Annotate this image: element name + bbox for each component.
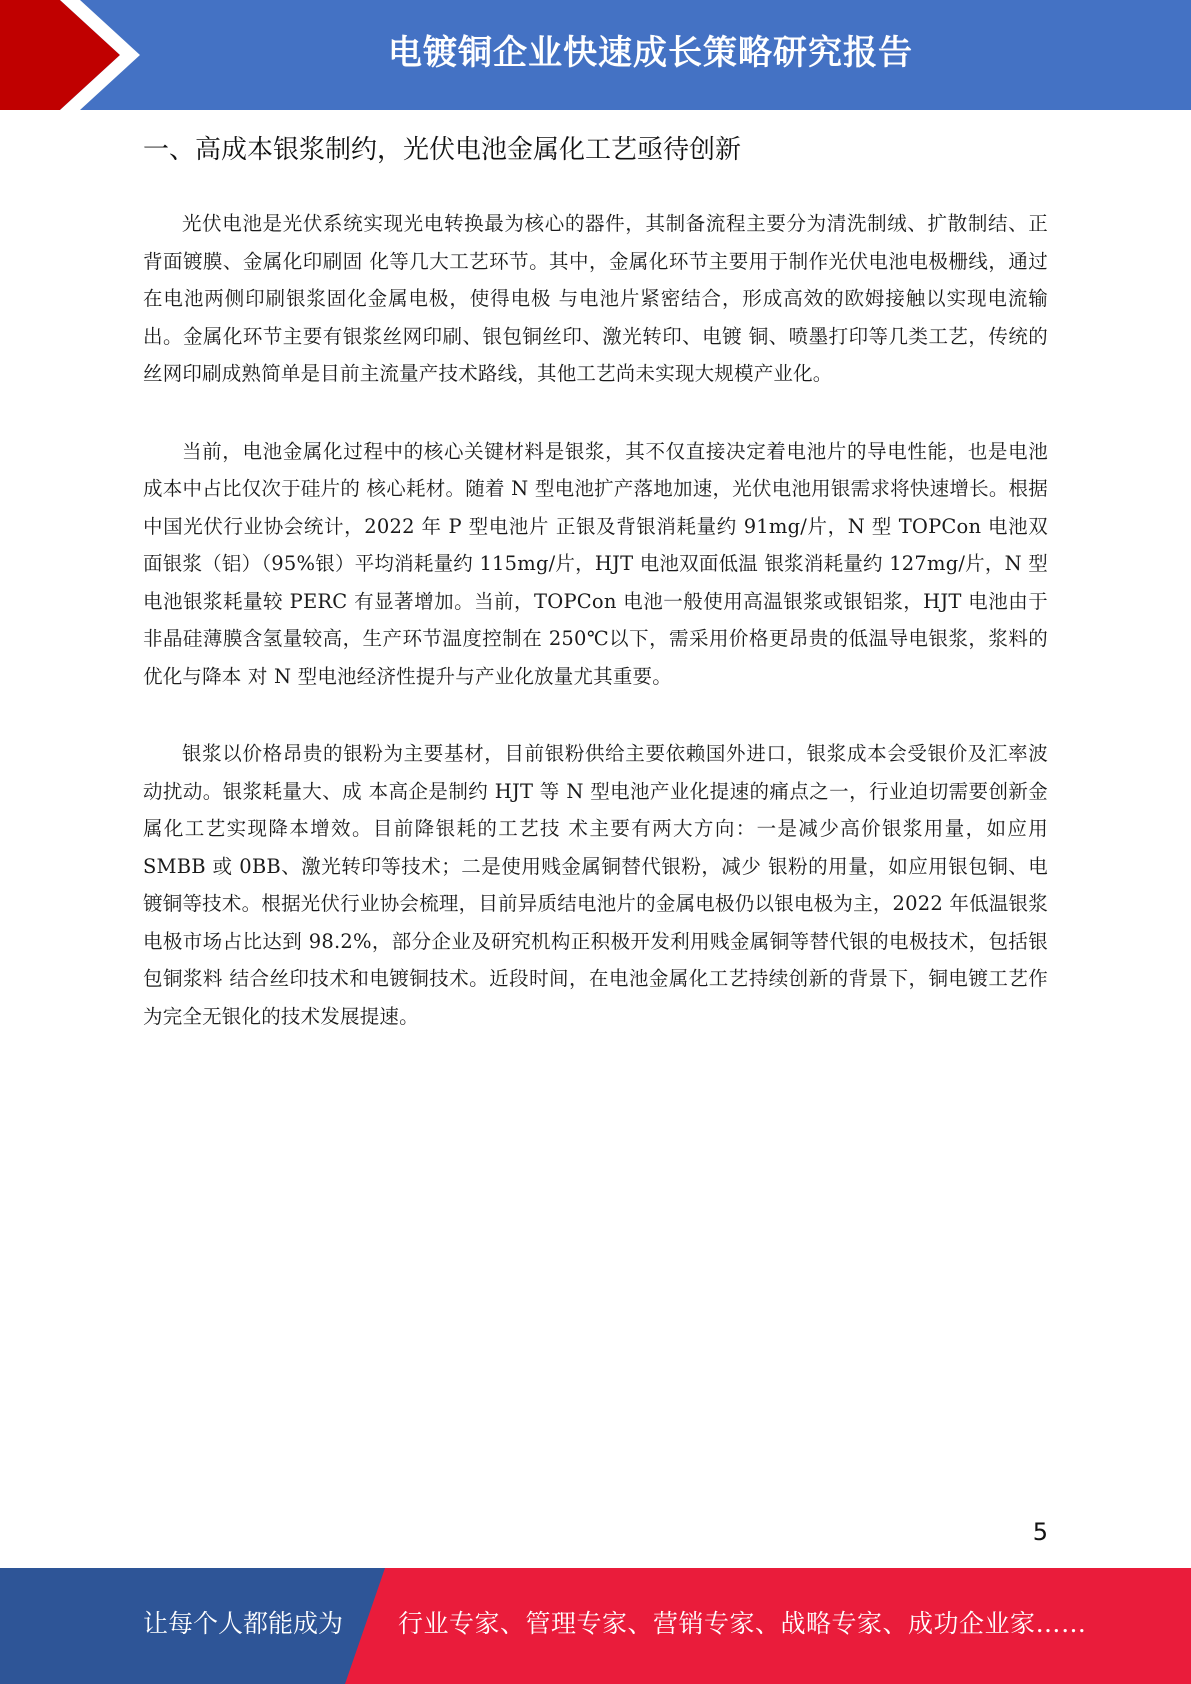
page-number: 5 xyxy=(1032,1518,1048,1546)
footer-slogan-left: 让每个人都能成为 xyxy=(143,1609,344,1638)
footer-banner xyxy=(0,1568,1191,1684)
report-title: 电镀铜企业快速成长策略研究报告 xyxy=(388,33,913,73)
paragraph-2: 当前，电池金属化过程中的核心关键材料是银浆，其不仅直接决定着电池片的导电性能，也是电池成本中占比仅次于硅片的 核心耗材。随着 N 型电池扩产落地加速，光伏电池用银需求将快速增长。根据中国光伏行业协会统计，2022 年 P 型电池片 正银及背银消耗量约 91mg/片，N 型 TOPCon 电池双面银浆（铝）（95%银）平均消耗量约 115mg/片，HJT 电池双面低温 银浆消耗量约 127mg/片，N 型电池银浆耗量较 PERC 有显著增加。当前，TOPCon 电池一般使用高温银浆或银铝浆，HJT 电池由于非晶硅薄膜含氢量较高，生产环节温度控制在 250℃以下，需采用价格更昂贵的低温导电银浆，浆料的优化与降本 对 N 型电池经济性提升与产业化放量尤其重要。 xyxy=(143,439,1048,688)
section-heading: 一、高成本银浆制约，光伏电池金属化工艺亟待创新 xyxy=(143,135,742,165)
paragraph-3: 银浆以价格昂贵的银粉为主要基材，目前银粉供给主要依赖国外进口，银浆成本会受银价及汇率波动扰动。银浆耗量大、成 本高企是制约 HJT 等 N 型电池产业化提速的痛点之一，行业迫切需要创新金属化工艺实现降本增效。目前降银耗的工艺技 术主要有两大方向：一是减少高价银浆用量，如应用 SMBB 或 0BB、激光转印等技术；二是使用贱金属铜替代银粉，减少 银粉的用量，如应用银包铜、电镀铜等技术。根据光伏行业协会梳理，目前异质结电池片的金属电极仍以银电极为主，2022 年低温银浆电极市场占比达到 98.2%，部分企业及研究机构正积极开发利用贱金属铜等替代银的电极技术，包括银包铜浆料 结合丝印技术和电镀铜技术。近段时间，在电池金属化工艺持续创新的背景下，铜电镀工艺作为完全无银化的技术发展提速。 xyxy=(143,742,1048,1028)
body-text xyxy=(143,205,1048,1075)
header-banner xyxy=(0,0,1191,110)
footer-slogan-right: 行业专家、管理专家、营销专家、战略专家、成功企业家…… xyxy=(398,1609,1087,1638)
paragraph-1: 光伏电池是光伏系统实现光电转换最为核心的器件，其制备流程主要分为清洗制绒、扩散制结、正背面镀膜、金属化印刷固 化等几大工艺环节。其中，金属化环节主要用于制作光伏电池电极栅线，通过在电池两侧印刷银浆固化金属电极，使得电极 与电池片紧密结合，形成高效的欧姆接触以实现电流输出。金属化环节主要有银浆丝网印刷、银包铜丝印、激光转印、电镀 铜、喷墨打印等几类工艺，传统的丝网印刷成熟简单是目前主流量产技术路线，其他工艺尚未实现大规模产业化。 xyxy=(143,212,1048,385)
